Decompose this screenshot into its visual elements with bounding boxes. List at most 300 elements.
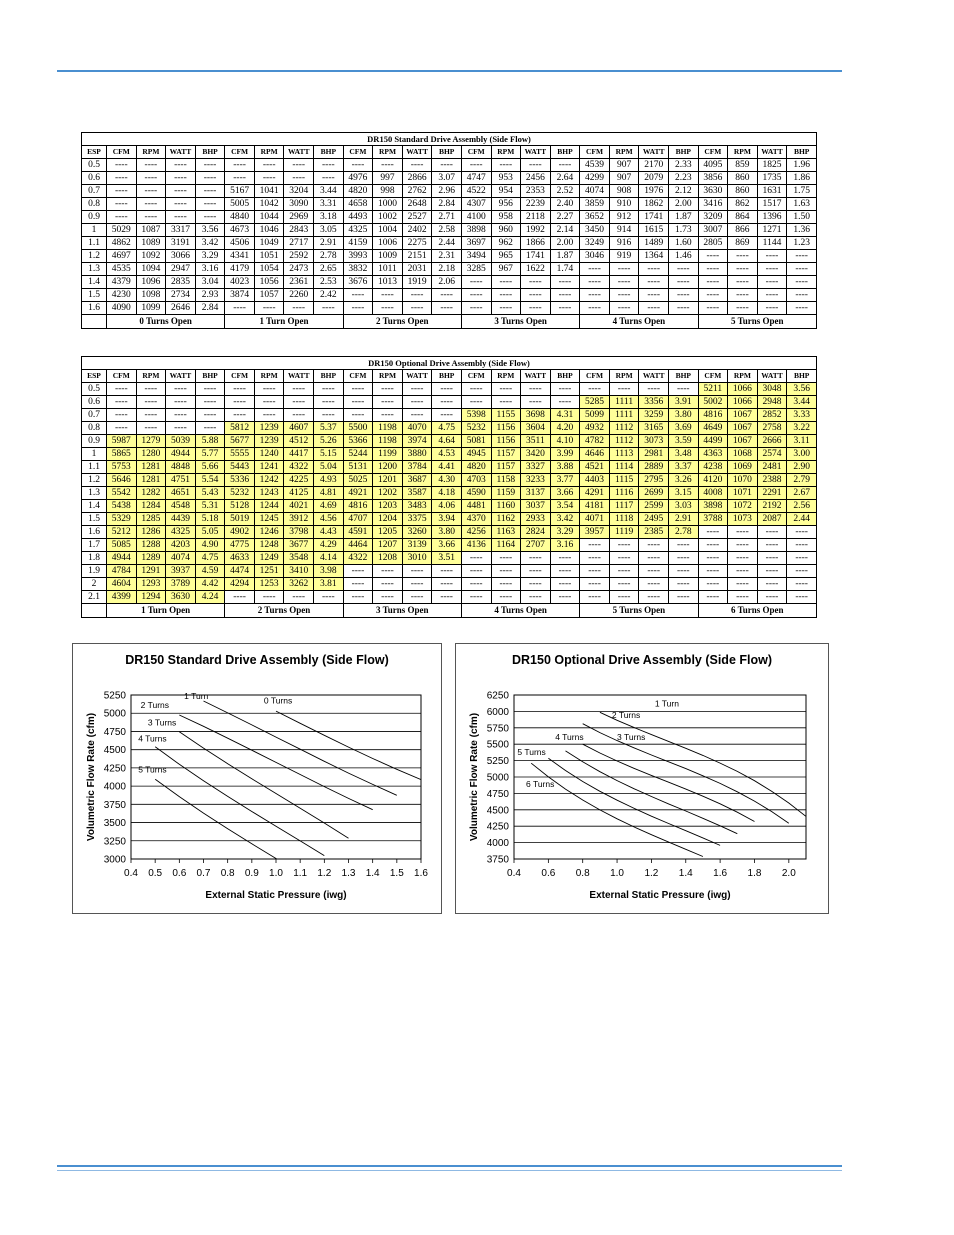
table-cell: 1240 <box>254 448 284 461</box>
table-cell: ---- <box>668 302 698 315</box>
table-cell: 1066 <box>728 396 758 409</box>
table-cell: ---- <box>166 198 196 211</box>
table-cell: 4.20 <box>550 422 580 435</box>
table-cell: 2079 <box>639 172 669 185</box>
table-cell: ---- <box>432 565 462 578</box>
table-row <box>82 526 817 539</box>
table-cell: ---- <box>668 383 698 396</box>
table-cell: ---- <box>166 159 196 172</box>
table-cell: 1092 <box>136 250 166 263</box>
table-cell: 3073 <box>639 435 669 448</box>
table-cell: ---- <box>521 302 551 315</box>
y-tick-label: 5000 <box>486 772 509 784</box>
esp-cell: 1.2 <box>82 250 107 263</box>
table-cell: 965 <box>491 250 521 263</box>
x-tick-label: 0.6 <box>541 868 556 879</box>
table-cell: 4225 <box>284 474 314 487</box>
table-cell: ---- <box>550 591 580 604</box>
table-cell: 4.10 <box>550 435 580 448</box>
table-cell: 4256 <box>461 526 491 539</box>
column-header: CFM <box>107 370 137 383</box>
table-cell: 1862 <box>639 198 669 211</box>
table-cell: 2843 <box>284 224 314 237</box>
table-cell: 1072 <box>728 500 758 513</box>
table-cell: 3137 <box>521 487 551 500</box>
esp-cell: 0.8 <box>82 198 107 211</box>
table-cell: ---- <box>491 276 521 289</box>
esp-cell: 0.5 <box>82 159 107 172</box>
table-cell: 919 <box>609 250 639 263</box>
table-cell: 4.93 <box>314 474 344 487</box>
turns-open-label: 5 Turns Open <box>698 315 816 329</box>
table-cell: 997 <box>373 172 403 185</box>
table-cell: 2239 <box>521 198 551 211</box>
table-cell: 2388 <box>757 474 787 487</box>
table-cell: ---- <box>639 552 669 565</box>
header-rule <box>57 70 842 72</box>
table-cell: 2.52 <box>550 185 580 198</box>
table-cell: ---- <box>757 302 787 315</box>
table-cell: 2.93 <box>195 289 225 302</box>
table-cell: ---- <box>195 422 225 435</box>
esp-cell: 1.8 <box>82 552 107 565</box>
table-cell: 3.80 <box>432 526 462 539</box>
table-cell: 3410 <box>284 565 314 578</box>
table-cell: 3.77 <box>550 474 580 487</box>
column-header: WATT <box>639 146 669 159</box>
y-tick-label: 3750 <box>103 799 126 811</box>
table-row <box>82 263 817 276</box>
table-cell: 1162 <box>491 513 521 526</box>
series-label: 3 Turns <box>147 717 177 728</box>
table-row <box>82 302 817 315</box>
table-cell: 2473 <box>284 263 314 276</box>
column-header: BHP <box>668 146 698 159</box>
table-cell: ---- <box>639 565 669 578</box>
table-cell: ---- <box>136 396 166 409</box>
table-cell: 4944 <box>166 448 196 461</box>
x-tick-label: 1.0 <box>610 868 625 879</box>
table-cell: 1009 <box>373 250 403 263</box>
standard-drive-table <box>81 132 817 329</box>
column-header: ESP <box>82 146 107 159</box>
table-cell: 4.90 <box>195 539 225 552</box>
y-tick-label: 6250 <box>486 690 509 702</box>
table-cell: ---- <box>580 302 610 315</box>
table-row <box>82 474 817 487</box>
table-cell: ---- <box>136 185 166 198</box>
table-cell: 3259 <box>639 409 669 422</box>
table-cell: ---- <box>461 591 491 604</box>
table-cell: 1067 <box>728 435 758 448</box>
table-cell: 2.00 <box>668 198 698 211</box>
table-cell: 1042 <box>254 198 284 211</box>
column-header: CFM <box>580 370 610 383</box>
table-cell: ---- <box>639 383 669 396</box>
table-row <box>82 461 817 474</box>
table-cell: 3260 <box>402 526 432 539</box>
table-cell: 4095 <box>698 159 728 172</box>
table-cell: ---- <box>461 565 491 578</box>
table-cell: ---- <box>609 263 639 276</box>
table-cell: ---- <box>728 276 758 289</box>
table-cell: 4658 <box>343 198 373 211</box>
table-cell: ---- <box>698 552 728 565</box>
table-cell: 3630 <box>166 591 196 604</box>
table-cell: ---- <box>521 396 551 409</box>
esp-cell: 1.9 <box>82 565 107 578</box>
table-cell: ---- <box>787 263 817 276</box>
table-cell: ---- <box>609 276 639 289</box>
table-cell: ---- <box>136 383 166 396</box>
table-cell: 2456 <box>521 172 551 185</box>
table-cell: 1199 <box>373 448 403 461</box>
table-cell: 4023 <box>225 276 255 289</box>
y-axis-label: Volumetric Flow Rate (cfm) <box>469 712 480 842</box>
table-cell: 2.71 <box>432 211 462 224</box>
series-label: 2 Turns <box>140 700 170 711</box>
table-cell: 2762 <box>402 185 432 198</box>
table-cell: ---- <box>580 591 610 604</box>
table-cell: 869 <box>728 237 758 250</box>
table-cell: ---- <box>373 396 403 409</box>
table-cell: ---- <box>373 383 403 396</box>
table-cell: 2495 <box>639 513 669 526</box>
table-cell: 860 <box>728 185 758 198</box>
table-cell: 4535 <box>107 263 137 276</box>
table-cell: ---- <box>668 552 698 565</box>
table-cell: ---- <box>195 198 225 211</box>
table-cell: 3356 <box>639 396 669 409</box>
table-cell: 5039 <box>166 435 196 448</box>
table-cell: ---- <box>757 250 787 263</box>
column-header: BHP <box>432 370 462 383</box>
column-header: CFM <box>461 146 491 159</box>
table-cell: ---- <box>639 276 669 289</box>
column-header: WATT <box>284 370 314 383</box>
table-cell: ---- <box>521 383 551 396</box>
table-cell: ---- <box>373 409 403 422</box>
table-cell: 5211 <box>698 383 728 396</box>
table-cell: 4.56 <box>314 513 344 526</box>
table-cell: 3494 <box>461 250 491 263</box>
table-cell: 4499 <box>698 435 728 448</box>
table-cell: 1094 <box>136 263 166 276</box>
table-cell: ---- <box>728 302 758 315</box>
table-cell: 2260 <box>284 289 314 302</box>
table-cell: 2.64 <box>550 172 580 185</box>
table-cell: ---- <box>136 159 166 172</box>
table-cell: ---- <box>136 422 166 435</box>
table-cell: ---- <box>343 396 373 409</box>
table-cell: 4008 <box>698 487 728 500</box>
column-header: CFM <box>225 146 255 159</box>
table-cell: 1163 <box>491 526 521 539</box>
table-cell: ---- <box>757 276 787 289</box>
table-cell: ---- <box>698 302 728 315</box>
table-cell: 3139 <box>402 539 432 552</box>
table-cell: ---- <box>757 578 787 591</box>
table-cell: 3375 <box>402 513 432 526</box>
table-cell: 3898 <box>698 500 728 513</box>
turns-open-label: 4 Turns Open <box>461 604 579 618</box>
x-tick-label: 0.4 <box>507 868 521 879</box>
table-cell: 1099 <box>136 302 166 315</box>
series-line <box>204 701 397 795</box>
table-cell: 3249 <box>580 237 610 250</box>
table-cell: 4848 <box>166 461 196 474</box>
table-cell: ---- <box>136 409 166 422</box>
table-cell: 4.43 <box>314 526 344 539</box>
table-cell: 3677 <box>284 539 314 552</box>
table-cell: 4784 <box>107 565 137 578</box>
table-cell: 2.23 <box>668 172 698 185</box>
table-cell: ---- <box>698 565 728 578</box>
table-cell: 1286 <box>136 526 166 539</box>
table-cell: 4070 <box>402 422 432 435</box>
table-cell: 1976 <box>639 185 669 198</box>
table-cell: 4816 <box>698 409 728 422</box>
esp-cell: 1 <box>82 224 107 237</box>
table-cell: 953 <box>491 172 521 185</box>
table-cell: 3.16 <box>550 539 580 552</box>
table-cell: ---- <box>136 211 166 224</box>
table-cell: ---- <box>787 565 817 578</box>
table-cell: ---- <box>728 565 758 578</box>
table-cell: ---- <box>698 591 728 604</box>
table-cell: 4607 <box>284 422 314 435</box>
series-line <box>583 724 789 824</box>
table-row <box>82 383 817 396</box>
table-cell: 1056 <box>254 276 284 289</box>
table-cell: ---- <box>728 552 758 565</box>
table-cell: 860 <box>728 172 758 185</box>
table-cell: ---- <box>521 578 551 591</box>
table-cell: 1118 <box>609 513 639 526</box>
table-cell: 5085 <box>107 539 137 552</box>
table-cell: 4707 <box>343 513 373 526</box>
table-cell: 4379 <box>107 276 137 289</box>
table-cell: ---- <box>550 289 580 302</box>
table-cell: 1144 <box>757 237 787 250</box>
table-cell: ---- <box>195 409 225 422</box>
table-cell: ---- <box>195 396 225 409</box>
table-cell: 2170 <box>639 159 669 172</box>
table-cell: 4747 <box>461 172 491 185</box>
column-header: RPM <box>609 370 639 383</box>
table-cell: 4.75 <box>195 552 225 565</box>
table-cell: 2118 <box>521 211 551 224</box>
table-cell: ---- <box>461 289 491 302</box>
table-cell: 1116 <box>609 487 639 500</box>
column-header: BHP <box>668 370 698 383</box>
table-cell: 1066 <box>728 383 758 396</box>
x-tick-label: 1.0 <box>269 868 283 879</box>
table-cell: ---- <box>432 591 462 604</box>
table-cell: ---- <box>609 383 639 396</box>
column-header: BHP <box>550 370 580 383</box>
column-header: RPM <box>373 370 403 383</box>
turns-open-label: 6 Turns Open <box>698 604 816 618</box>
series-label: 4 Turns <box>555 731 584 742</box>
table-cell: 3.29 <box>550 526 580 539</box>
table-cell: 910 <box>609 198 639 211</box>
table-cell: 3327 <box>521 461 551 474</box>
table-cell: 3.29 <box>195 250 225 263</box>
table-cell: 1098 <box>136 289 166 302</box>
table-cell: ---- <box>402 383 432 396</box>
optional-drive-chart-svg <box>456 644 828 913</box>
table-cell: 5232 <box>225 487 255 500</box>
table-cell: 1111 <box>609 396 639 409</box>
table-cell: 4307 <box>461 198 491 211</box>
table-cell: 2275 <box>402 237 432 250</box>
table-cell: 2291 <box>757 487 787 500</box>
table-cell: ---- <box>521 565 551 578</box>
table-cell: 3912 <box>284 513 314 526</box>
table-cell: 3191 <box>166 237 196 250</box>
esp-cell: 0.8 <box>82 422 107 435</box>
table-row <box>82 237 817 250</box>
column-header: RPM <box>491 370 521 383</box>
table-cell: ---- <box>728 289 758 302</box>
y-tick-label: 5000 <box>103 708 126 720</box>
y-tick-label: 3250 <box>103 836 126 848</box>
table-cell: 4521 <box>580 461 610 474</box>
column-header: RPM <box>373 146 403 159</box>
table-row <box>82 224 817 237</box>
y-tick-label: 4250 <box>103 763 126 775</box>
table-cell: ---- <box>609 591 639 604</box>
table-cell: 2.91 <box>314 237 344 250</box>
table-cell: ---- <box>728 539 758 552</box>
table-cell: ---- <box>107 211 137 224</box>
table-cell: 1155 <box>491 409 521 422</box>
table-cell: 4100 <box>461 211 491 224</box>
table-cell: ---- <box>225 172 255 185</box>
table-cell: 1156 <box>491 422 521 435</box>
table-cell: 2.84 <box>432 198 462 211</box>
y-tick-label: 4000 <box>486 838 509 850</box>
column-header: WATT <box>521 370 551 383</box>
y-tick-label: 5500 <box>486 739 509 751</box>
table-row <box>82 552 817 565</box>
table-cell: 4862 <box>107 237 137 250</box>
table-cell: 4.18 <box>432 487 462 500</box>
table-cell: 5081 <box>461 435 491 448</box>
table-cell: 1.60 <box>668 237 698 250</box>
table-cell: ---- <box>787 302 817 315</box>
y-tick-label: 3500 <box>103 818 126 830</box>
table-cell: 4439 <box>166 513 196 526</box>
table-cell: ---- <box>314 172 344 185</box>
table-cell: 3416 <box>698 198 728 211</box>
table-cell: 2948 <box>757 396 787 409</box>
table-cell: 4604 <box>107 578 137 591</box>
x-tick-label: 0.5 <box>148 868 163 879</box>
esp-cell: 1.3 <box>82 487 107 500</box>
table-cell: 3.31 <box>314 198 344 211</box>
table-cell: ---- <box>550 552 580 565</box>
table-row <box>82 591 817 604</box>
table-cell: 2795 <box>639 474 669 487</box>
column-header: CFM <box>698 146 728 159</box>
table-cell: 3.88 <box>550 461 580 474</box>
table-row <box>82 513 817 526</box>
table-cell: 2.96 <box>432 185 462 198</box>
table-cell: 2.27 <box>550 211 580 224</box>
table-cell: 2646 <box>166 302 196 315</box>
table-cell: 5002 <box>698 396 728 409</box>
series-label: 0 Turns <box>263 695 293 706</box>
table-cell: 5019 <box>225 513 255 526</box>
table-cell: ---- <box>580 539 610 552</box>
table-cell: 4932 <box>580 422 610 435</box>
table-cell: 5285 <box>580 396 610 409</box>
table-cell: ---- <box>757 539 787 552</box>
table-cell: 2.44 <box>432 237 462 250</box>
table-cell: ---- <box>254 302 284 315</box>
table-cell: 3007 <box>698 224 728 237</box>
table-cell: ---- <box>373 591 403 604</box>
table-cell: 2.31 <box>432 250 462 263</box>
table-cell: 1245 <box>254 513 284 526</box>
table-cell: 1242 <box>254 474 284 487</box>
table-cell: 5.05 <box>195 526 225 539</box>
table-cell: 3046 <box>580 250 610 263</box>
table-cell: 2385 <box>639 526 669 539</box>
x-tick-label: 2.0 <box>781 868 796 879</box>
table-cell: 4074 <box>580 185 610 198</box>
table-cell: 2.06 <box>432 276 462 289</box>
table-cell: 1201 <box>373 474 403 487</box>
table-cell: 1291 <box>136 565 166 578</box>
table-cell: 3.18 <box>314 211 344 224</box>
table-cell: 4.14 <box>314 552 344 565</box>
column-header: WATT <box>284 146 314 159</box>
table-cell: ---- <box>550 396 580 409</box>
table-cell: 3285 <box>461 263 491 276</box>
table-cell: 1041 <box>254 185 284 198</box>
table-cell: 3.94 <box>432 513 462 526</box>
chart-title: DR150 Standard Drive Assembly (Side Flow) <box>125 653 389 667</box>
table-cell: 908 <box>609 185 639 198</box>
table-cell: 962 <box>491 237 521 250</box>
table-cell: ---- <box>580 263 610 276</box>
table-cell: 4539 <box>580 159 610 172</box>
table-cell: 5.31 <box>195 500 225 513</box>
table-cell: ---- <box>314 396 344 409</box>
x-axis-label: External Static Pressure (iwg) <box>205 890 347 901</box>
table-cell: ---- <box>550 276 580 289</box>
table-cell: 1.50 <box>787 211 817 224</box>
table-cell: ---- <box>373 302 403 315</box>
table-cell: 4775 <box>225 539 255 552</box>
column-header: BHP <box>787 146 817 159</box>
table-cell: 866 <box>728 224 758 237</box>
table-cell: ---- <box>728 526 758 539</box>
table-cell: 1735 <box>757 172 787 185</box>
table-cell: 4649 <box>698 422 728 435</box>
table-cell: 1615 <box>639 224 669 237</box>
table-cell: ---- <box>107 185 137 198</box>
x-tick-label: 1.2 <box>317 868 332 879</box>
table-cell: 1282 <box>136 487 166 500</box>
table-cell: ---- <box>107 383 137 396</box>
column-header: WATT <box>166 370 196 383</box>
table-cell: 1204 <box>373 513 403 526</box>
table-cell: 3832 <box>343 263 373 276</box>
